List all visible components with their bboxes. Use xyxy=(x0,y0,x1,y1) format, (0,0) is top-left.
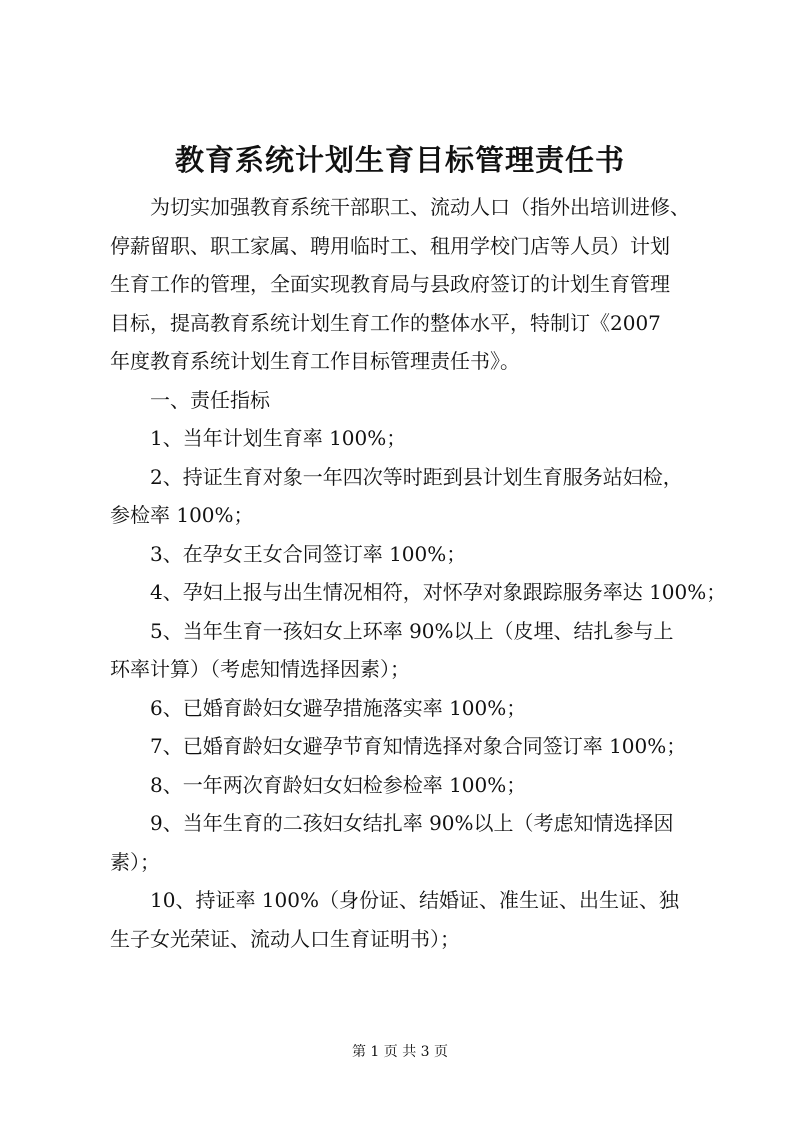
list-item: 3、在孕女王女合同签订率 100%； xyxy=(150,541,467,566)
list-item: 8、一年两次育龄妇女妇检参检率 100%； xyxy=(150,772,527,797)
paragraph-line: 为切实加强教育系统干部职工、流动人口（指外出培训进修、 xyxy=(150,195,690,219)
list-item: 7、已婚育龄妇女避孕节育知情选择对象合同签订率 100%； xyxy=(150,734,687,758)
document-title: 教育系统计划生育目标管理责任书 xyxy=(174,143,625,177)
list-item-continuation: 素）； xyxy=(110,849,160,874)
page-footer: 第 1 页 共 3 页 xyxy=(351,1044,449,1060)
paragraph-line: 年度教育系统计划生育工作目标管理责任书》。 xyxy=(110,349,520,373)
list-item: 6、已婚育龄妇女避孕措施落实率 100%； xyxy=(150,695,527,720)
list-item: 9、当年生育的二孩妇女结扎率 90%以上（考虑知情选择因 xyxy=(150,811,674,835)
paragraph-line: 目标，提高教育系统计划生育工作的整体水平，特制订《2007 xyxy=(110,310,661,335)
list-item-continuation: 生子女光荣证、流动人口生育证明书）； xyxy=(110,926,460,951)
list-item: 4、孕妇上报与出生情况相符，对怀孕对象跟踪服务率达 100%； xyxy=(150,580,727,604)
paragraph-line: 生育工作的管理，全面实现教育局与县政府签订的计划生育管理 xyxy=(110,272,670,296)
list-item-continuation: 参检率 100%； xyxy=(110,503,254,527)
document-body xyxy=(110,188,727,958)
list-item: 5、当年生育一孩妇女上环率 90%以上（皮埋、结扎参与上 xyxy=(150,618,674,643)
list-item: 2、持证生育对象一年四次等时距到县计划生育服务站妇检， xyxy=(150,464,683,489)
list-item-continuation: 环率计算）（考虑知情选择因素）； xyxy=(110,657,410,681)
paragraph-line: 停薪留职、职工家属、聘用临时工、租用学校门店等人员）计划 xyxy=(110,233,670,258)
section-heading: 一、责任指标 xyxy=(150,387,270,412)
list-item: 1、当年计划生育率 100%； xyxy=(150,426,407,450)
list-item: 10、持证率 100%（身份证、结婚证、准生证、出生证、独 xyxy=(150,888,679,912)
